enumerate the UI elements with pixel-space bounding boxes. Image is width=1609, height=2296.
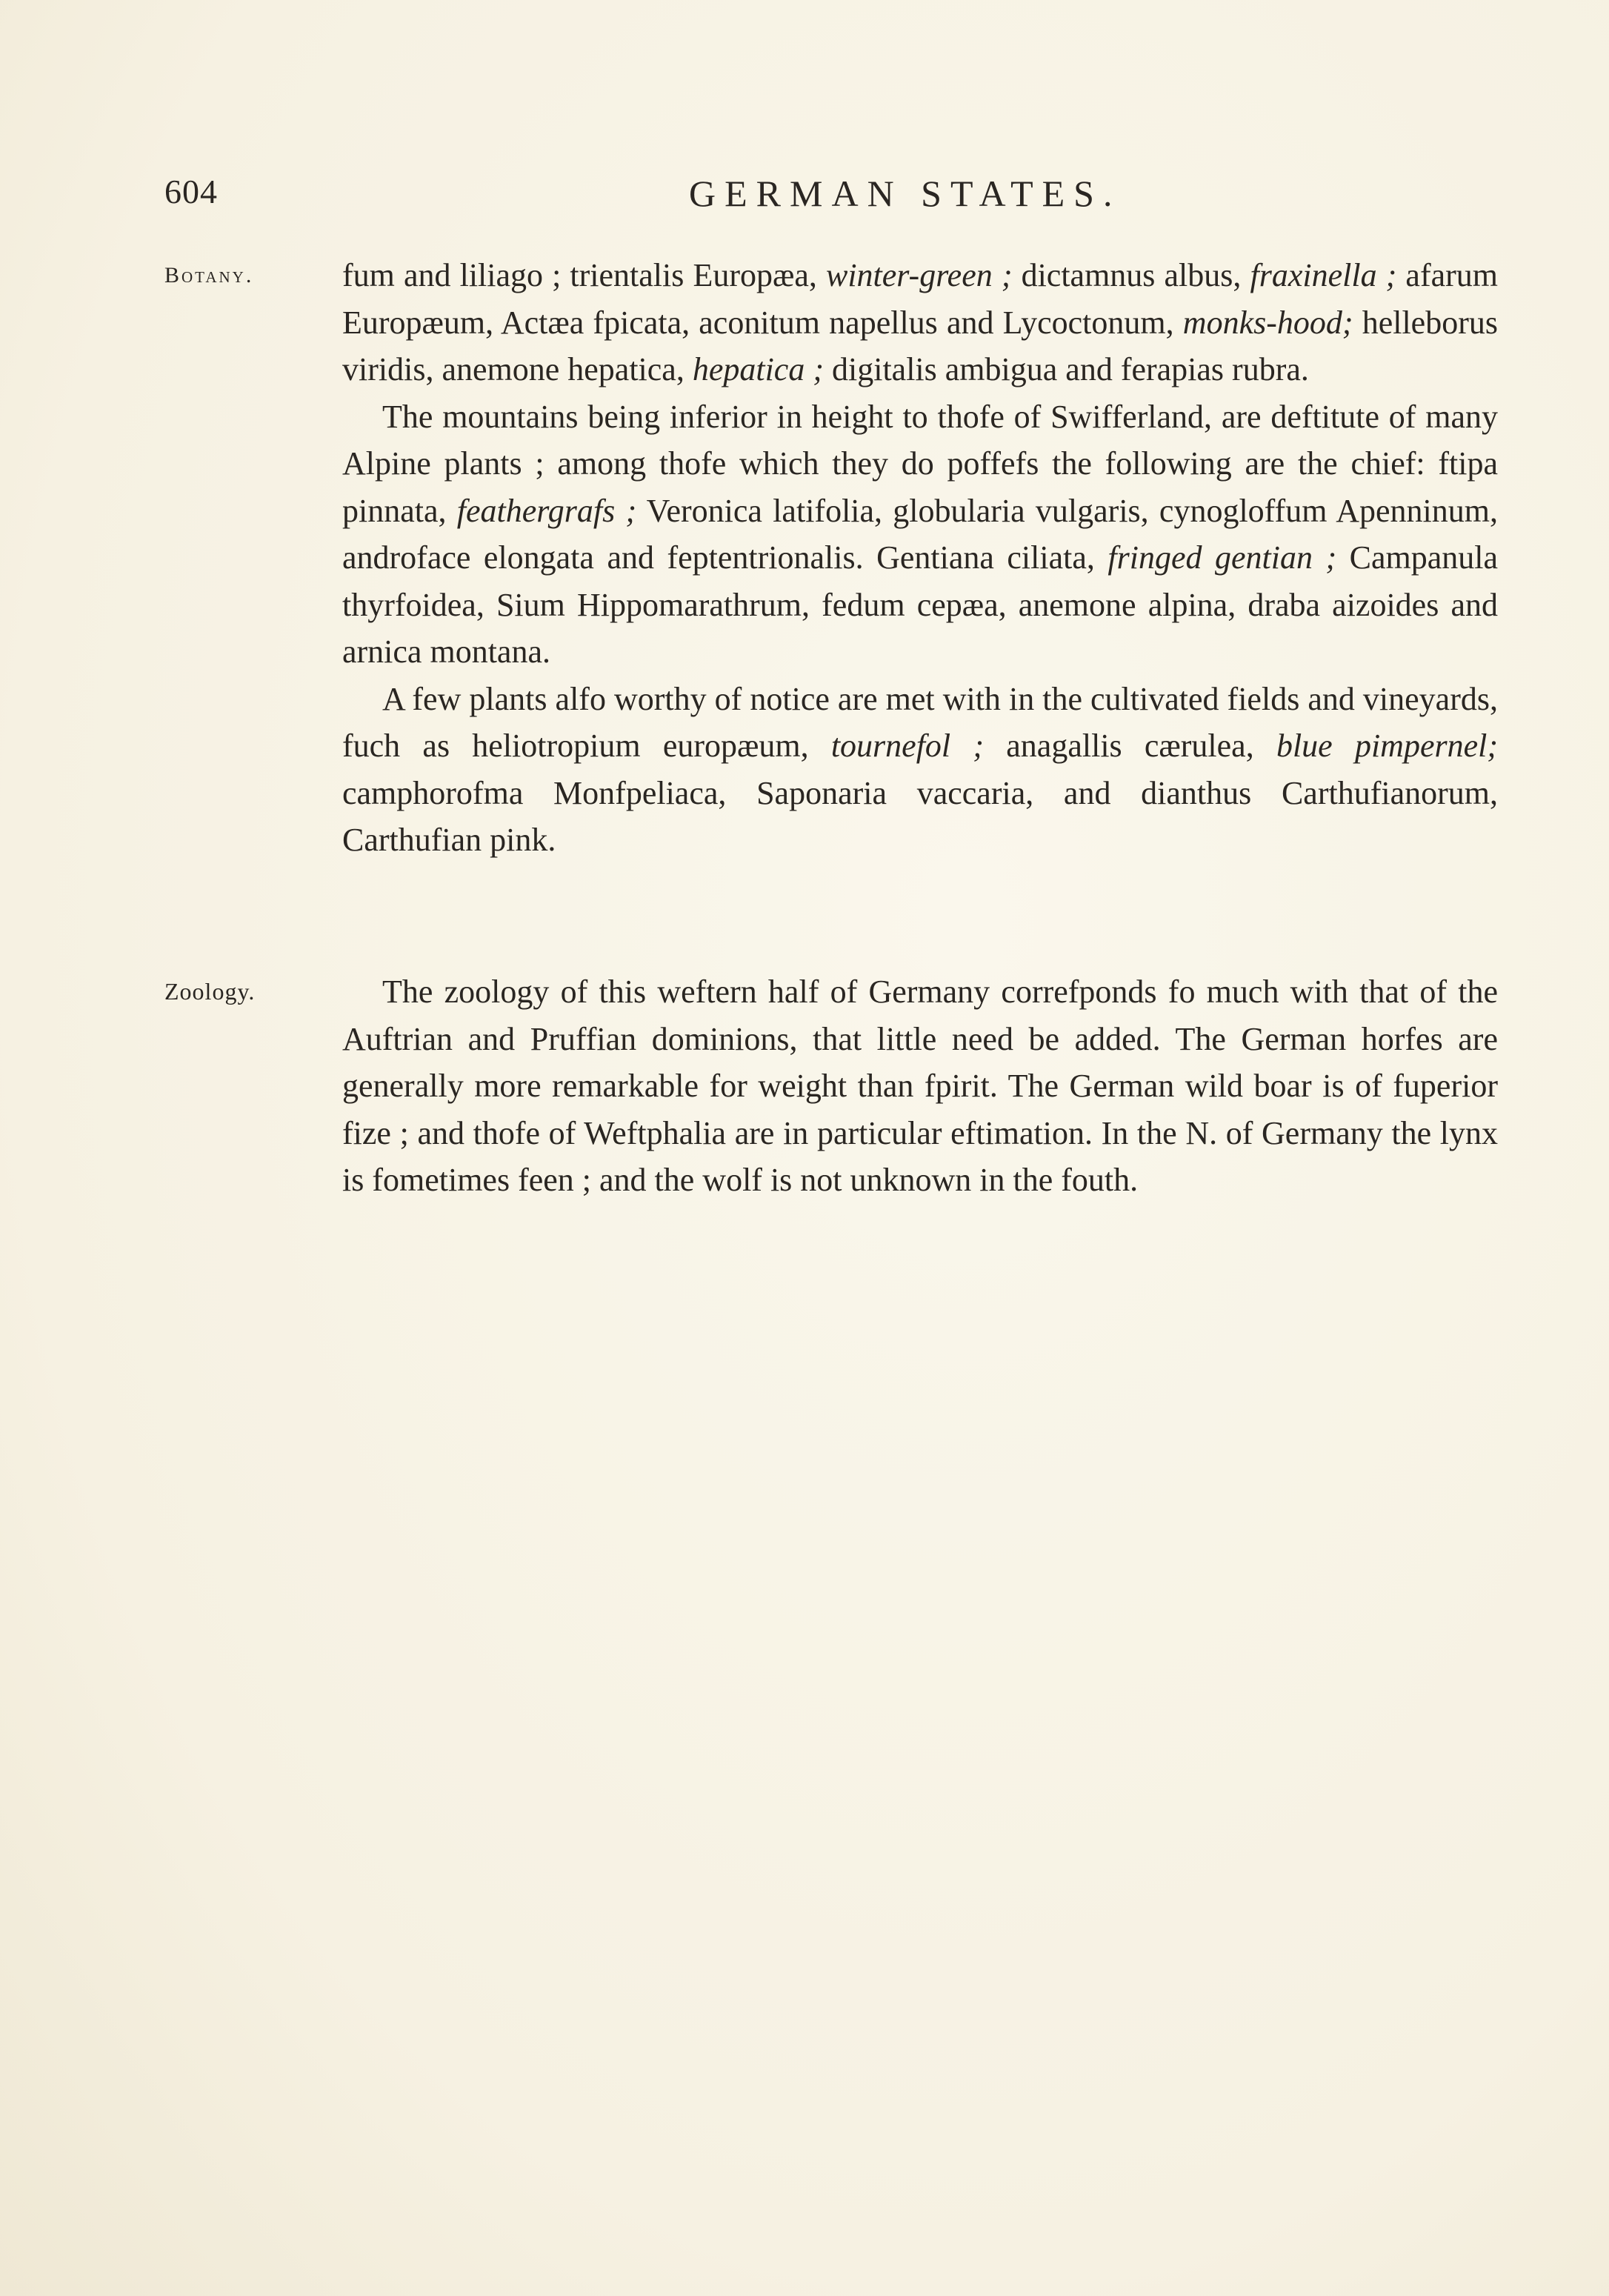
italic-common-name: fraxinella ;	[1250, 257, 1397, 293]
text-run: afarum Europæum, Actæa fpicata, aconitum napellus and Lycoctonum,	[342, 257, 1499, 341]
botany-paragraph	[342, 393, 1498, 676]
italic-common-name: blue pimpernel;	[1276, 728, 1498, 764]
margin-note-botany: Botany.	[164, 263, 254, 287]
text-run: digitalis ambigua and ferapias rubra.	[824, 351, 1309, 387]
botany-section	[342, 252, 1498, 864]
italic-common-name: fringed gentian ;	[1107, 539, 1337, 576]
text-run: dictamnus albus,	[1012, 257, 1250, 293]
text-run: Campanula thyrfoidea, Sium Hippomarathrum, fedum cepæa, anemone alpina, draba aizoides and arnica montana.	[342, 539, 1498, 670]
zoology-section	[342, 968, 1498, 1204]
text-run: camphorofma Monfpeliaca, Saponaria vaccaria, and dianthus Carthufianorum, Carthufian pink.	[342, 774, 1498, 858]
text-run: The zoology of this weftern half of Germany correfponds fo much with that of the Auftrian and Pruffian dominions, that little need be added. The German horfes are generally more remarkable for weight than fpirit. The German wild boar is of fuperior fize ; and thofe of Weftphalia are in particular eftimation. In the N. of Germany the lynx is fometimes feen ; and the wolf is not unknown in the fouth.	[342, 974, 1498, 1198]
botany-paragraph	[342, 252, 1498, 393]
zoology-paragraph	[342, 968, 1498, 1204]
text-run: Veronica latifolia, globularia vulgaris, cynogloffum Apenninum, androface elongata and feptentrionalis. Gentiana ciliata,	[342, 492, 1498, 576]
text-run: helleborus viridis, anemone hepatica,	[342, 304, 1498, 387]
italic-common-name: feathergrafs ;	[456, 492, 637, 529]
italic-common-name: tournefol ;	[830, 728, 985, 764]
margin-note-zoology: Zoology.	[164, 978, 256, 1005]
italic-common-name: monks-hood;	[1182, 304, 1353, 341]
text-run: anagallis cærulea,	[984, 728, 1276, 764]
italic-common-name: winter-green ;	[825, 257, 1013, 293]
italic-common-name: hepatica ;	[692, 351, 824, 387]
page-number: 604	[164, 173, 218, 210]
running-head: GERMAN STATES.	[689, 173, 1122, 214]
text-run: The mountains being inferior in height to thofe of Swifferland, are deftitute of many Alpine plants ; among thofe which they do poffefs the following are the chief: ftipa pinnata,	[342, 398, 1498, 529]
text-run: fum and liliago ; trientalis Europæa,	[342, 257, 826, 293]
botany-paragraph	[342, 676, 1498, 864]
text-run: A few plants alfo worthy of notice are met with in the cultivated fields and vineyards, fuch as heliotropium europæum,	[342, 680, 1498, 764]
